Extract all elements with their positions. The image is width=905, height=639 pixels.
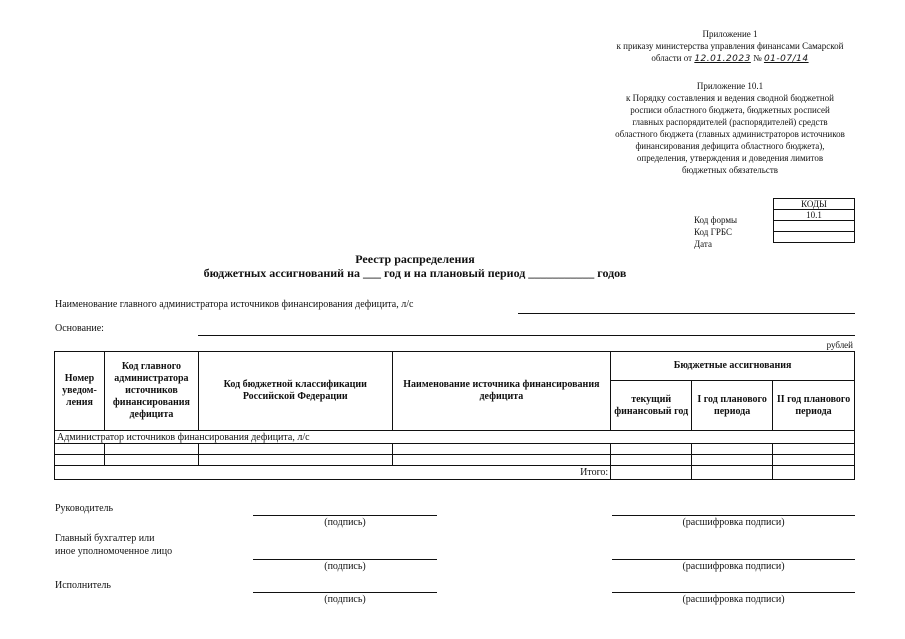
codes-labels (694, 214, 737, 250)
cell[interactable] (104, 444, 198, 455)
cell[interactable] (55, 455, 105, 466)
head-label: Руководитель (55, 503, 114, 514)
currency-unit: рублей (826, 340, 853, 350)
executor-decode-caption: (расшифровка подписи) (682, 594, 785, 605)
executor-label: Исполнитель (55, 580, 111, 591)
col-allocations-header: Бюджетные ассигнования (611, 352, 855, 381)
total-year1[interactable] (692, 466, 773, 480)
cell[interactable] (198, 444, 392, 455)
document-title: Реестр распределения (355, 252, 475, 266)
code-value-form: 10.1 (774, 210, 855, 221)
total-row (55, 466, 855, 480)
head-decode-caption: (расшифровка подписи) (682, 517, 785, 528)
accountant-label-1: Главный бухгалтер или (55, 533, 155, 544)
cell[interactable] (198, 455, 392, 466)
col-source-name-header: Наименование источника финансирования дефицита (392, 352, 611, 431)
total-year2[interactable] (773, 466, 855, 480)
admin-label: Наименование главного администратора источников финансирования дефицита, л/с (55, 299, 414, 310)
appendix-10-line: финансирования дефицита областного бюджета), (635, 141, 825, 151)
appendix-10-line: Приложение 10.1 (696, 81, 764, 91)
head-sign-line[interactable] (253, 515, 437, 516)
code-label-grbs: Код ГРБС (694, 227, 732, 237)
allocation-table (54, 351, 855, 480)
table-row (55, 444, 855, 455)
appendix-10-block (590, 80, 870, 176)
appendix-1-title: Приложение 1 (702, 29, 758, 39)
col-bk-code-header: Код бюджетной классификации Российской Федерации (198, 352, 392, 431)
cell[interactable] (392, 455, 611, 466)
accountant-sign-line[interactable] (253, 559, 437, 560)
total-label: Итого: (55, 466, 611, 480)
code-label-date: Дата (694, 239, 712, 249)
code-value-date (774, 232, 855, 243)
code-label-form: Код формы (694, 215, 738, 225)
code-value-grbs (774, 221, 855, 232)
handwritten-number: 01-07/14 (763, 54, 809, 64)
accountant-sign-caption: (подпись) (324, 561, 366, 572)
table-row (55, 455, 855, 466)
appendix-10-line: главных распорядителей (распорядителей) средств (632, 117, 828, 127)
document-subtitle: бюджетных ассигнований на ___ год и на плановый период ___________ годов (203, 266, 627, 280)
appendix-1-line2: к приказу министерства управления финансами Самарской (616, 41, 844, 51)
executor-sign-line[interactable] (253, 592, 437, 593)
cell[interactable] (392, 444, 611, 455)
appendix-10-line: областного бюджета (главных администраторов источников (615, 129, 845, 139)
cell[interactable] (773, 444, 855, 455)
accountant-label-2: иное уполномоченное лицо (55, 546, 173, 557)
codes-header: КОДЫ (774, 199, 855, 210)
cell[interactable] (773, 455, 855, 466)
number-sign: № (753, 53, 762, 63)
head-sign-caption: (подпись) (324, 517, 366, 528)
col-admin-code-header: Код главного администратора источников финансирования дефицита (104, 352, 198, 431)
executor-decode-line[interactable] (612, 592, 855, 593)
col-current-year-header: текущий финансовый год (611, 381, 692, 431)
cell[interactable] (611, 444, 692, 455)
admin-field-line[interactable] (518, 313, 855, 314)
appendix-10-line: определения, утверждения и доведения лимитов (636, 153, 824, 163)
basis-field-line[interactable] (198, 335, 855, 336)
appendix-1-block (590, 28, 870, 65)
appendix-1-line3 (590, 52, 870, 65)
appendix-10-line: бюджетных обязательств (681, 165, 779, 175)
appendix-1-date-prefix: области от (651, 53, 693, 63)
accountant-decode-line[interactable] (612, 559, 855, 560)
handwritten-date: 12.01.2023 (694, 54, 751, 64)
col-year1-header: I год планового периода (692, 381, 773, 431)
col-number-header: Номер уведом-ления (55, 352, 105, 431)
accountant-decode-caption: (расшифровка подписи) (682, 561, 785, 572)
cell[interactable] (104, 455, 198, 466)
col-year2-header: II год планового периода (773, 381, 855, 431)
head-decode-line[interactable] (612, 515, 855, 516)
cell[interactable] (692, 444, 773, 455)
codes-table (773, 198, 855, 243)
basis-label: Основание: (55, 323, 104, 334)
appendix-10-line: росписи областного бюджета, бюджетных росписей (630, 105, 830, 115)
cell[interactable] (611, 455, 692, 466)
section-row: Администратор источников финансирования дефицита, л/с (55, 431, 855, 444)
executor-sign-caption: (подпись) (324, 594, 366, 605)
cell[interactable] (55, 444, 105, 455)
total-current-year[interactable] (611, 466, 692, 480)
appendix-10-line: к Порядку составления и ведения сводной бюджетной (626, 93, 834, 103)
cell[interactable] (692, 455, 773, 466)
